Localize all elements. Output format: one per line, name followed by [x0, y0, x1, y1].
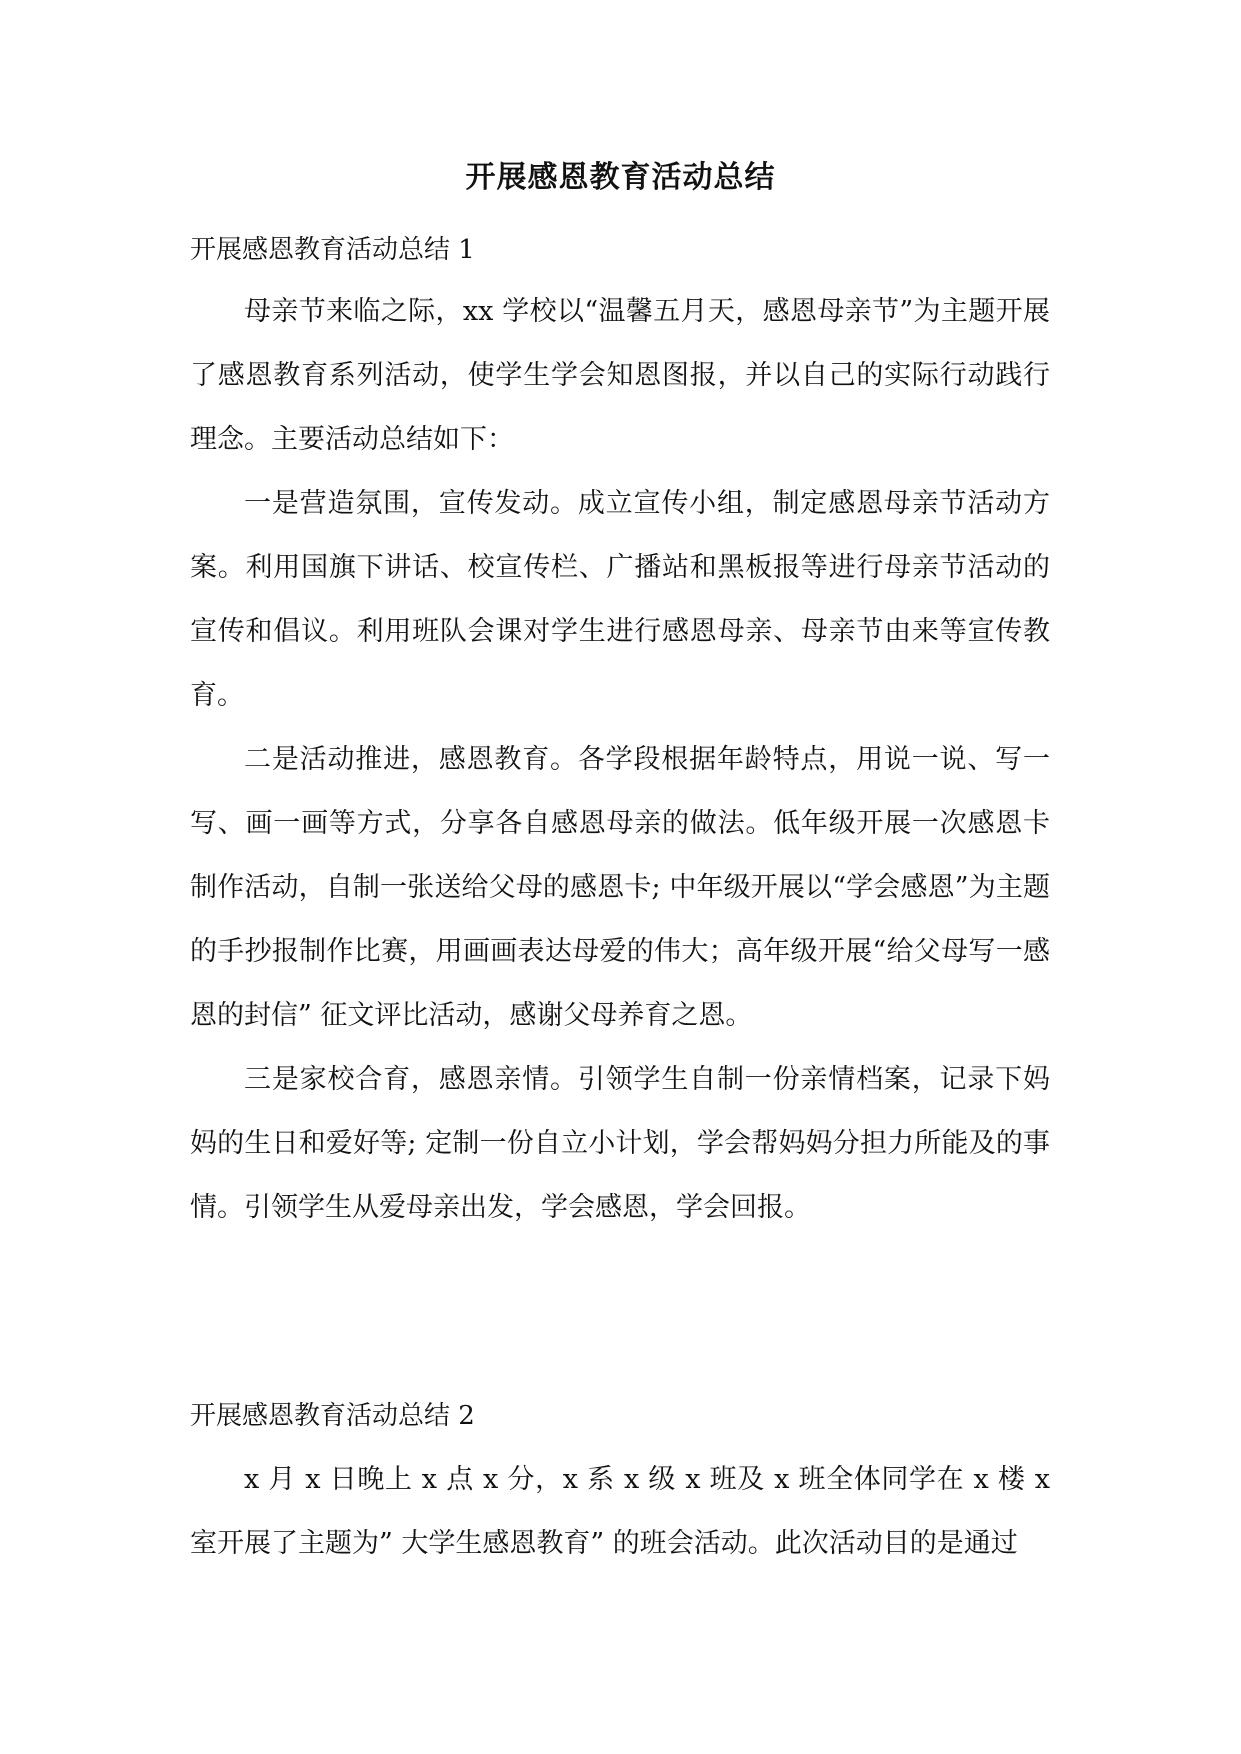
section-1-paragraph-4: 三是家校合育，感恩亲情。引领学生自制一份亲情档案，记录下妈妈的生日和爱好等; 定制一份自立小计划，学会帮妈妈分担力所能及的事情。引领学生从爱母亲出发，学会感恩，学会回报。 [190, 1064, 1050, 1223]
document-title: 开展感恩教育活动总结 [465, 160, 776, 195]
section-2-paragraph-1: x 月 x 日晚上 x 点 x 分，x 系 x 级 x 班及 x 班全体同学在 x 楼 x 室开展了主题为” 大学生感恩教育” 的班会活动。此次活动目的是通过 [190, 1464, 1050, 1559]
section-1-paragraph-1: 母亲节来临之际，xx 学校以“温馨五月天，感恩母亲节”为主题开展了感恩教育系列活动，使学生学会知恩图报，并以自己的实际行动践行理念。主要活动总结如下： [190, 296, 1050, 455]
section-2-heading: 开展感恩教育活动总结 2 [190, 1401, 475, 1431]
section-1-heading: 开展感恩教育活动总结 1 [190, 235, 475, 265]
section-1-paragraph-3: 二是活动推进，感恩教育。各学段根据年龄特点，用说一说、写一写、画一画等方式，分享各自感恩母亲的做法。低年级开展一次感恩卡制作活动，自制一张送给父母的感恩卡; 中年级开展以“学会感恩”为主题的手抄报制作比赛，用画画表达母爱的伟大；高年级开展“给父母写一感恩的封信” 征文评比活动，感谢父母养育之恩。 [190, 744, 1050, 1031]
section-1-paragraph-2: 一是营造氛围，宣传发动。成立宣传小组，制定感恩母亲节活动方案。利用国旗下讲话、校宣传栏、广播站和黑板报等进行母亲节活动的宣传和倡议。利用班队会课对学生进行感恩母亲、母亲节由来等宣传教育。 [190, 488, 1050, 711]
